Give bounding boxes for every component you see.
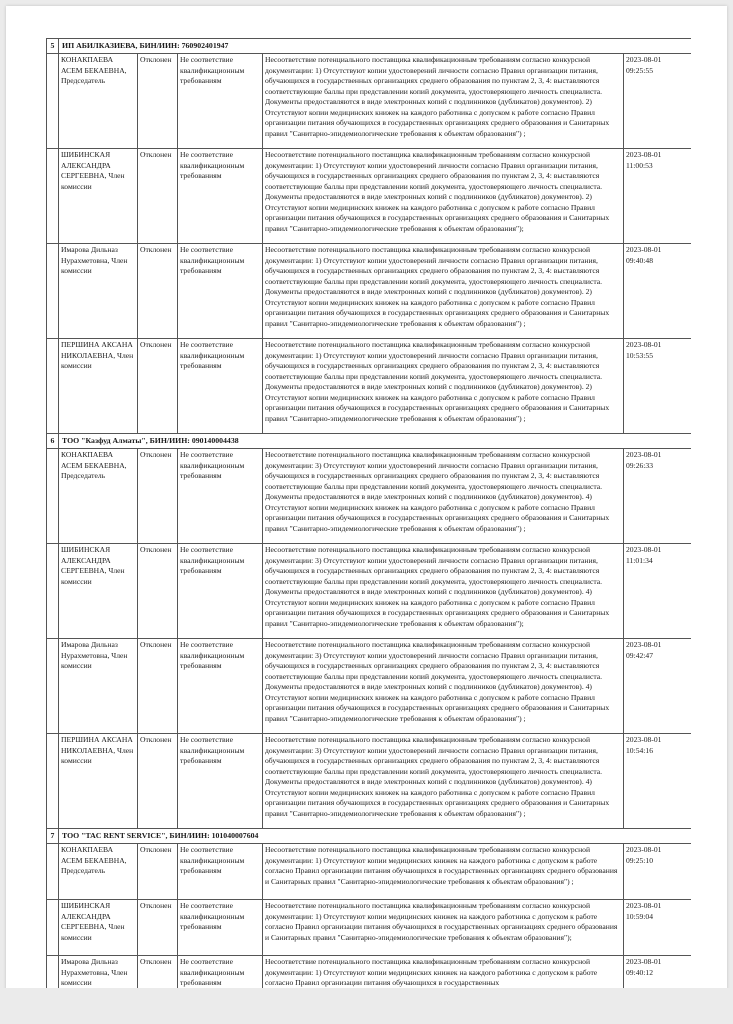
details-cell: Несоответствие потенциального поставщика квалификационным требованиям согласно конкурсной документации: 3) Отсутствуют копии удостоверений личности согласно Правил организации питания, обучающихся в государственных организациях среднего образования по пунктам 2, 3, 4: выставляются соответствующие баллы при представлении копий документа, удостоверяющего личность специалиста. Документы предоставляются в виде электронных копий с подлинников (дубликатов) документов). 4) Отсутствуют копии медицинских книжек на каждого работника с допуском к работе согласно Правил организации питания обучающихся в государственных организациях среднего образования и Санитарных правил "Санитарно-эпидемиологические требования к объектам образования") ;	[263, 449, 624, 544]
member-row	[47, 844, 692, 900]
details-cell: Несоответствие потенциального поставщика квалификационным требованиям согласно конкурсной документации: 1) Отсутствуют копии удостоверений личности согласно Правил организации питания, обучающихся в государственных организациях среднего образования по пунктам 2, 3, 4: выставляются соответствующие баллы при представлении копий документа, удостоверяющего личность специалиста. Документы предоставляются в виде электронных копий с подлинников (дубликатов) документов). 2) Отсутствуют копии медицинских книжек на каждого работника с допуском к работе согласно Правил организации питания обучающихся в государственных организациях среднего образования и Санитарных правил "Санитарно-эпидемиологические требования к объектам образования") ;	[263, 339, 624, 434]
member-row	[47, 244, 692, 339]
member-row	[47, 544, 692, 639]
group-number: 6	[47, 434, 59, 449]
empty-cell	[47, 54, 59, 149]
datetime-cell: 2023-08-01 09:40:48	[624, 244, 692, 339]
reason-cell: Не соответствие квалификационным требованиям	[178, 734, 263, 829]
member-name: Имарова Дильназ Нурахметовна, Член комиссии	[59, 244, 138, 339]
member-name: КОНАКПАЕВА АСЕМ БЕКАЕВНА, Председатель	[59, 449, 138, 544]
document-page	[6, 6, 727, 1006]
member-row	[47, 639, 692, 734]
reason-cell: Не соответствие квалификационным требованиям	[178, 956, 263, 989]
member-name: КОНАКПАЕВА АСЕМ БЕКАЕВНА, Председатель	[59, 844, 138, 900]
datetime-cell: 2023-08-01 10:59:04	[624, 900, 692, 956]
empty-cell	[47, 900, 59, 956]
status-cell: Отклонен	[138, 449, 178, 544]
details-cell: Несоответствие потенциального поставщика квалификационным требованиям согласно конкурсной документации: 1) Отсутствуют копии удостоверений личности согласно Правил организации питания, обучающихся в государственных организациях среднего образования по пунктам 2, 3, 4: выставляются соответствующие баллы при представлении копий документа, удостоверяющего личность специалиста. Документы предоставляются в виде электронных копий с подлинников (дубликатов) документов). 2) Отсутствуют копии медицинских книжек на каждого работника с допуском к работе согласно Правил организации питания обучающихся в государственных организациях среднего образования и Санитарных правил "Санитарно-эпидемиологические требования к объектам образования") ;	[263, 54, 624, 149]
status-cell: Отклонен	[138, 639, 178, 734]
details-cell: Несоответствие потенциального поставщика квалификационным требованиям согласно конкурсной документации: 1) Отсутствуют копии медицинских книжек на каждого работника с допуском к работе согласно Правил организации питания обучающихся в государственных организациях среднего образования и Санитарных правил "Санитарно-эпидемиологические требования к объектам образования") ;	[263, 844, 624, 900]
datetime-cell: 2023-08-01 09:42:47	[624, 639, 692, 734]
member-name: ПЕРШИНА АКСАНА НИКОЛАЕВНА, Член комиссии	[59, 734, 138, 829]
supplier-group-row	[47, 39, 692, 54]
status-cell: Отклонен	[138, 244, 178, 339]
reason-cell: Не соответствие квалификационным требованиям	[178, 339, 263, 434]
supplier-group-row	[47, 829, 692, 844]
reason-cell: Не соответствие квалификационным требованиям	[178, 449, 263, 544]
datetime-cell: 2023-08-01 10:54:16	[624, 734, 692, 829]
member-name: ШИБИНСКАЯ АЛЕКСАНДРА СЕРГЕЕВНА, Член комиссии	[59, 544, 138, 639]
member-name: ШИБИНСКАЯ АЛЕКСАНДРА СЕРГЕЕВНА, Член комиссии	[59, 149, 138, 244]
details-cell: Несоответствие потенциального поставщика квалификационным требованиям согласно конкурсной документации: 1) Отсутствуют копии медицинских книжек на каждого работника с допуском к работе согласно Правил организации питания обучающихся в государственных организациях среднего образования и Санитарных правил "Санитарно-эпидемиологические требования к объектам образования");	[263, 900, 624, 956]
member-row	[47, 54, 692, 149]
results-table-container	[46, 38, 691, 988]
member-name: Имарова Дильназ Нурахметовна, Член комиссии	[59, 639, 138, 734]
empty-cell	[47, 244, 59, 339]
member-name: ПЕРШИНА АКСАНА НИКОЛАЕВНА, Член комиссии	[59, 339, 138, 434]
member-row	[47, 900, 692, 956]
reason-cell: Не соответствие квалификационным требованиям	[178, 900, 263, 956]
empty-cell	[47, 956, 59, 989]
supplier-title: ТОО "TAC RENT SERVICE", БИН/ИИН: 101040007604	[59, 829, 692, 844]
details-cell: Несоответствие потенциального поставщика квалификационным требованиям согласно конкурсной документации: 3) Отсутствуют копии удостоверений личности согласно Правил организации питания, обучающихся в государственных организациях среднего образования по пунктам 2, 3, 4: выставляются соответствующие баллы при представлении копий документа, удостоверяющего личность специалиста. Документы предоставляются в виде электронных копий с подлинников (дубликатов) документов). 4) Отсутствуют копии медицинских книжек на каждого работника с допуском к работе согласно Правил организации питания обучающихся в государственных организациях среднего образования и Санитарных правил "Санитарно-эпидемиологические требования к объектам образования");	[263, 544, 624, 639]
reason-cell: Не соответствие квалификационным требованиям	[178, 54, 263, 149]
member-row	[47, 339, 692, 434]
reason-cell: Не соответствие квалификационным требованиям	[178, 639, 263, 734]
datetime-cell: 2023-08-01 09:26:33	[624, 449, 692, 544]
details-cell: Несоответствие потенциального поставщика квалификационным требованиям согласно конкурсной документации: 1) Отсутствуют копии удостоверений личности согласно Правил организации питания, обучающихся в государственных организациях среднего образования по пунктам 2, 3, 4: выставляются соответствующие баллы при представлении копий документа, удостоверяющего личность специалиста. Документы предоставляются в виде электронных копий с подлинников (дубликатов) документов). 2) Отсутствуют копии медицинских книжек на каждого работника с допуском к работе согласно Правил организации питания обучающихся в государственных организациях среднего образования и Санитарных правил "Санитарно-эпидемиологические требования к объектам образования");	[263, 149, 624, 244]
group-number: 5	[47, 39, 59, 54]
empty-cell	[47, 339, 59, 434]
details-cell: Несоответствие потенциального поставщика квалификационным требованиям согласно конкурсной документации: 1) Отсутствуют копии медицинских книжек на каждого работника с допуском к работе согласно Правил организации питания обучающихся в государственных	[263, 956, 624, 989]
datetime-cell: 2023-08-01 09:25:10	[624, 844, 692, 900]
status-cell: Отклонен	[138, 844, 178, 900]
reason-cell: Не соответствие квалификационным требованиям	[178, 844, 263, 900]
member-name: ШИБИНСКАЯ АЛЕКСАНДРА СЕРГЕЕВНА, Член комиссии	[59, 900, 138, 956]
empty-cell	[47, 449, 59, 544]
empty-cell	[47, 544, 59, 639]
status-cell: Отклонен	[138, 339, 178, 434]
supplier-title: ТОО "Казфуд Алматы", БИН/ИИН: 090140004438	[59, 434, 692, 449]
datetime-cell: 2023-08-01 11:01:34	[624, 544, 692, 639]
evaluation-table	[46, 38, 691, 988]
datetime-cell: 2023-08-01 09:40:12	[624, 956, 692, 989]
empty-cell	[47, 844, 59, 900]
details-cell: Несоответствие потенциального поставщика квалификационным требованиям согласно конкурсной документации: 3) Отсутствуют копии удостоверений личности согласно Правил организации питания, обучающихся в государственных организациях среднего образования по пунктам 2, 3, 4: выставляются соответствующие баллы при представлении копий документа, удостоверяющего личность специалиста. Документы предоставляются в виде электронных копий с подлинников (дубликатов) документов). 4) Отсутствуют копии медицинских книжек на каждого работника с допуском к работе согласно Правил организации питания обучающихся в государственных организациях среднего образования и Санитарных правил "Санитарно-эпидемиологические требования к объектам образования") ;	[263, 639, 624, 734]
member-row	[47, 734, 692, 829]
status-cell: Отклонен	[138, 54, 178, 149]
reason-cell: Не соответствие квалификационным требованиям	[178, 149, 263, 244]
member-name: КОНАКПАЕВА АСЕМ БЕКАЕВНА, Председатель	[59, 54, 138, 149]
empty-cell	[47, 149, 59, 244]
reason-cell: Не соответствие квалификационным требованиям	[178, 544, 263, 639]
reason-cell: Не соответствие квалификационным требованиям	[178, 244, 263, 339]
empty-cell	[47, 639, 59, 734]
status-cell: Отклонен	[138, 734, 178, 829]
details-cell: Несоответствие потенциального поставщика квалификационным требованиям согласно конкурсной документации: 3) Отсутствуют копии удостоверений личности согласно Правил организации питания, обучающихся в государственных организациях среднего образования по пунктам 2, 3, 4: выставляются соответствующие баллы при представлении копий документа, удостоверяющего личность специалиста. Документы предоставляются в виде электронных копий с подлинников (дубликатов) документов). 4) Отсутствуют копии медицинских книжек на каждого работника с допуском к работе согласно Правил организации питания обучающихся в государственных организациях среднего образования и Санитарных правил "Санитарно-эпидемиологические требования к объектам образования") ;	[263, 734, 624, 829]
details-cell: Несоответствие потенциального поставщика квалификационным требованиям согласно конкурсной документации: 1) Отсутствуют копии удостоверений личности согласно Правил организации питания, обучающихся в государственных организациях среднего образования по пунктам 2, 3, 4: выставляются соответствующие баллы при представлении копий документа, удостоверяющего личность специалиста. Документы предоставляются в виде электронных копий с подлинников (дубликатов) документов). 2) Отсутствуют копии медицинских книжек на каждого работника с допуском к работе согласно Правил организации питания обучающихся в государственных организациях среднего образования и Санитарных правил "Санитарно-эпидемиологические требования к объектам образования") ;	[263, 244, 624, 339]
status-cell: Отклонен	[138, 544, 178, 639]
member-row	[47, 956, 692, 989]
empty-cell	[47, 734, 59, 829]
page-background	[0, 988, 733, 1024]
status-cell: Отклонен	[138, 149, 178, 244]
supplier-group-row	[47, 434, 692, 449]
datetime-cell: 2023-08-01 11:00:53	[624, 149, 692, 244]
supplier-title: ИП АБИЛКАЗИЕВА, БИН/ИИН: 760902401947	[59, 39, 692, 54]
status-cell: Отклонен	[138, 956, 178, 989]
member-row	[47, 449, 692, 544]
group-number: 7	[47, 829, 59, 844]
datetime-cell: 2023-08-01 10:53:55	[624, 339, 692, 434]
datetime-cell: 2023-08-01 09:25:55	[624, 54, 692, 149]
member-name: Имарова Дильназ Нурахметовна, Член комиссии	[59, 956, 138, 989]
status-cell: Отклонен	[138, 900, 178, 956]
member-row	[47, 149, 692, 244]
